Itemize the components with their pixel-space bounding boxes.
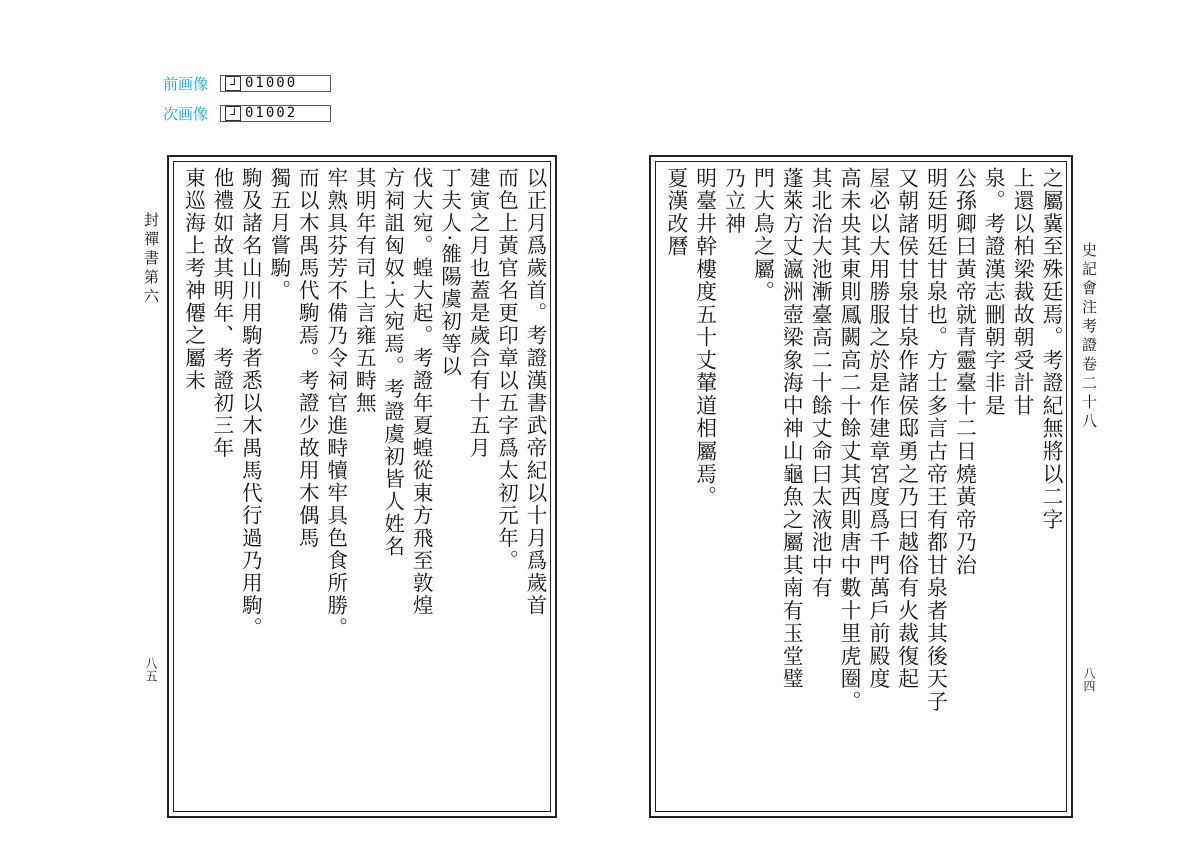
text-column: 以正月爲歲首。考證漢書武帝紀以十月爲歲首: [522, 167, 547, 617]
text-column: 泉。考證漢志刪朝字非是: [981, 167, 1006, 418]
text-column: 東巡海上考神僊之屬未: [181, 167, 206, 392]
text-column: 明臺井幹樓度五十丈輦道相屬焉。: [692, 167, 717, 509]
text-column: 明廷明廷甘泉也。方士多言古帝王有都甘泉者其後天子: [923, 167, 948, 714]
text-column: 公孫卿曰黃帝就青靈臺十二日燒黃帝乃治: [952, 167, 977, 577]
text-column: 他禮如故其明年、考證初三年: [209, 167, 234, 460]
next-image-value: 01002: [245, 105, 298, 121]
text-column: 屋必以大用勝服之於是作建章宮度爲千門萬戶前殿度: [865, 167, 890, 691]
text-column: 上還以柏梁裁故朝受計甘: [1010, 167, 1035, 418]
text-column: 其北治大池漸臺高二十餘丈命曰太液池中有: [808, 167, 833, 600]
text-column: 門大鳥之屬。: [750, 167, 775, 304]
text-column: 方祠詛匈奴·大宛焉。考證虞初皆人姓名: [380, 167, 405, 558]
text-column: 建寅之月也蓋是歲合有十五月: [466, 167, 491, 460]
text-column: 蓬萊方丈瀛洲壺梁象海中神山龜魚之屬其南有玉堂璧: [779, 167, 804, 691]
text-column: 駒及諸名山川用駒者悉以木禺馬代行過乃用駒。: [238, 167, 263, 640]
right-page-number: 八四: [1082, 667, 1096, 693]
prev-image-link[interactable]: 前画像: [163, 74, 209, 93]
left-side-title: 封禪書第六: [142, 212, 160, 307]
text-column: 伐大宛。蝗大起。考證年夏蝗從東方飛至敦煌: [409, 167, 434, 617]
prev-image-value: 01000: [245, 75, 298, 91]
next-image-link[interactable]: 次画像: [163, 104, 209, 123]
page-icon: ⅃: [225, 106, 241, 121]
text-column: 而以木禺馬代駒焉。考證少故用木偶馬: [295, 167, 320, 550]
text-column: 又朝諸侯甘泉甘泉作諸侯邸勇之乃曰越俗有火裁復起: [894, 167, 919, 691]
right-page: [649, 155, 1098, 818]
left-page-number: 八五: [144, 657, 158, 683]
text-column: 牢熟具芬芳不備乃令祠官進畤犢牢具色食所勝。: [323, 167, 348, 640]
text-column: 丁夫人·雒陽虞初等以: [437, 167, 462, 378]
text-column: 乃立神: [721, 167, 746, 236]
left-page: [142, 155, 557, 818]
text-column: 高未央其東則鳳闕高二十餘丈其西則唐中數十里虎圈。: [836, 167, 861, 714]
prev-image-row: [163, 73, 331, 93]
text-column: 之屬冀至殊廷焉。考證紀無將以二字: [1038, 167, 1063, 532]
page-icon: ⅃: [225, 76, 241, 91]
next-image-field[interactable]: [220, 105, 331, 122]
next-image-row: [163, 103, 331, 123]
text-column: 獨五月嘗駒。: [266, 167, 291, 302]
text-column: 其明年有司上言雍五畤無: [352, 167, 377, 415]
prev-image-field[interactable]: [220, 75, 331, 92]
text-column: 而色上黃官名更印章以五字爲太初元年。: [494, 167, 519, 572]
right-side-title: 史記會注考證卷二十八: [1080, 242, 1098, 432]
text-column: 夏漢改曆: [663, 167, 688, 259]
